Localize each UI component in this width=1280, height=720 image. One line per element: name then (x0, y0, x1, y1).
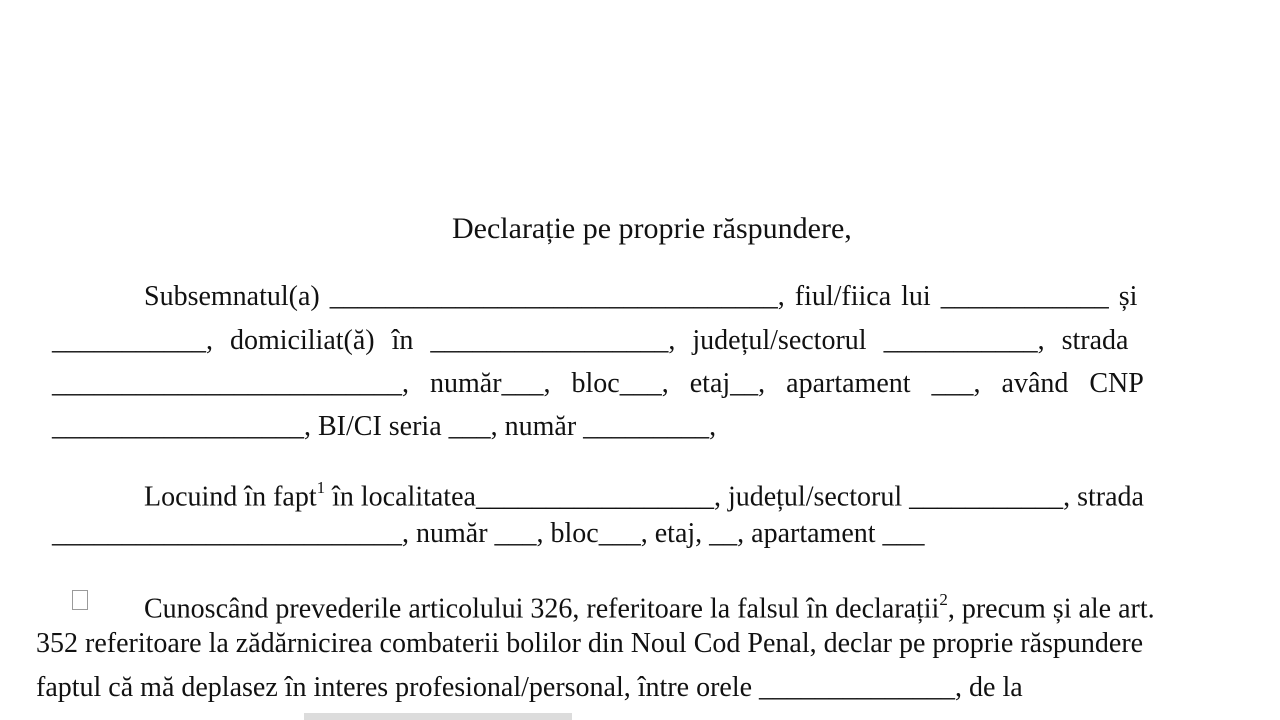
paragraph1-line4: __________________, BI/CI seria ___, număr _________, (52, 411, 717, 442)
declaration-checkbox[interactable] (72, 590, 88, 610)
paragraph1-line2: ___________, domiciliat(ă) în _________________, județul/sectorul ___________, strada (52, 325, 1129, 356)
footnote-2-marker: 2 (939, 590, 948, 609)
paragraph3-line3: faptul că mă deplasez în interes profesional/personal, între orele ______________, de la (36, 672, 1023, 703)
document-title: Declarație pe proprie răspundere, (452, 212, 852, 245)
footnote-1-marker: 1 (316, 478, 326, 497)
paragraph3-line1 (144, 585, 1155, 626)
paragraph1-line1: Subsemnatul(a) ________________________________, fiul/fiica lui ____________ și (144, 281, 1138, 312)
paragraph3-text-end: , precum și ale art. (947, 593, 1155, 625)
paragraph2-text-end: în localitatea_________________, județul/sectorul ___________, strada (325, 481, 1144, 513)
paragraph2-line2: _________________________, număr ___, bloc___, etaj, __, apartament ___ (52, 518, 925, 549)
paragraph2-text-start: Locuind în fapt (144, 481, 317, 513)
paragraph2-line1 (144, 473, 1144, 514)
horizontal-scrollbar-thumb[interactable] (304, 713, 572, 720)
paragraph3-line2: 352 referitoare la zădărnicirea combaterii bolilor din Noul Cod Penal, declar pe proprie răspundere (36, 628, 1144, 659)
paragraph3-text-start: Cunoscând prevederile articolului 326, referitoare la falsul în declarații (144, 593, 940, 625)
paragraph1-line3: _________________________, număr___, bloc___, etaj__, apartament ___, având CNP (52, 368, 1144, 399)
